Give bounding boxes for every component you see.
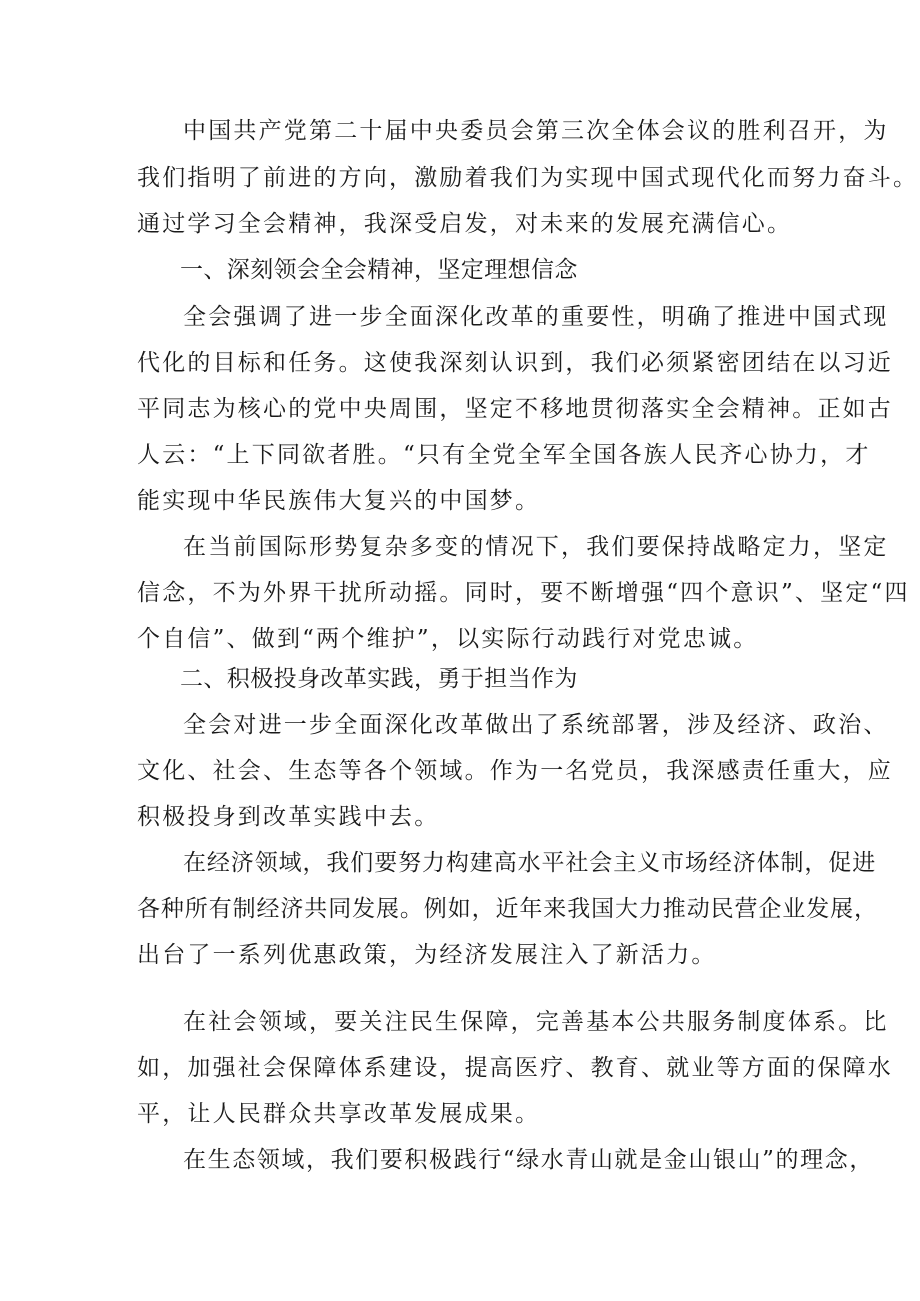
text-line: 我们指明了前进的方向，激励着我们为实现中国式现代化而努力奋斗。 (137, 165, 919, 191)
text-line: 通过学习全会精神，我深受启发，对未来的发展充满信心。 (137, 211, 793, 237)
text-line: 如，加强社会保障体系建设，提高医疗、教育、就业等方面的保障水 (137, 1055, 893, 1081)
text-line: 出台了一系列优惠政策，为经济发展注入了新活力。 (137, 942, 717, 968)
text-line: 平，让人民群众共享改革发展成果。 (137, 1101, 541, 1127)
text-line: 代化的目标和任务。这使我深刻认识到，我们必须紧密团结在以习近 (137, 350, 893, 376)
text-line: 文化、社会、生态等各个领域。作为一名党员，我深感责任重大，应 (137, 758, 893, 784)
text-line: 全会强调了进一步全面深化改革的重要性，明确了推进中国式现 (183, 304, 889, 330)
text-line: 积极投身到改革实践中去。 (137, 804, 440, 830)
text-line: 在社会领域，要关注民生保障，完善基本公共服务制度体系。比 (183, 1009, 889, 1035)
text-line: 中国共产党第二十届中央委员会第三次全体会议的胜利召开，为 (183, 118, 889, 144)
text-line: 在生态领域，我们要积极践行“绿水青山就是金山银山”的理念， (183, 1147, 874, 1173)
text-line: 全会对进一步全面深化改革做出了系统部署，涉及经济、政治、 (183, 712, 889, 738)
text-line: 平同志为核心的党中央周围，坚定不移地贯彻落实全会精神。正如古 (137, 396, 893, 422)
text-line: 信念，不为外界干扰所动摇。同时，要不断增强“四个意识”、坚定“四 (137, 580, 910, 606)
text-line: 能实现中华民族伟大复兴的中国梦。 (137, 488, 541, 514)
text-line: 人云：“上下同欲者胜。“只有全党全军全国各族人民齐心协力，才 (137, 442, 871, 468)
text-line: 在经济领域，我们要努力构建高水平社会主义市场经济体制，促进 (183, 850, 877, 876)
heading-text: 一、深刻领会全会精神，坚定理想信念 (180, 257, 578, 283)
text-line: 各种所有制经济共同发展。例如，近年来我国大力推动民营企业发展， (137, 896, 878, 922)
text-line: 个自信”、做到“两个维护”，以实际行动践行对党忠诚。 (137, 626, 759, 652)
text-line: 在当前国际形势复杂多变的情况下，我们要保持战略定力，坚定 (183, 534, 889, 560)
heading-text: 二、积极投身改革实践，勇于担当作为 (180, 666, 578, 692)
